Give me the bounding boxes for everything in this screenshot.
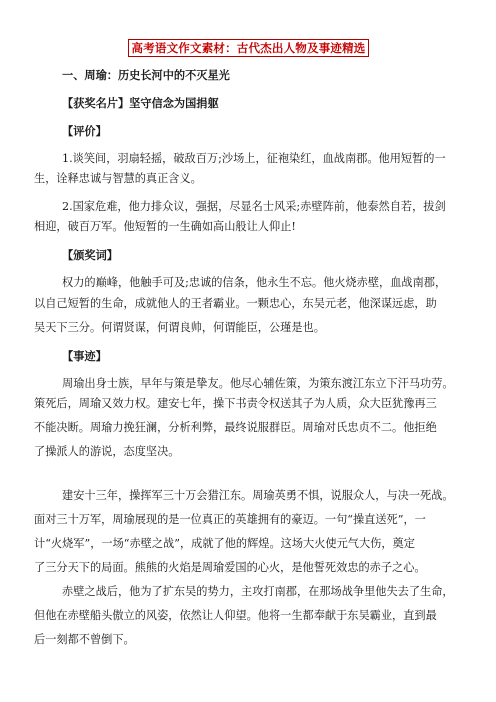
evaluation-p1-line2: 生，诠释忠诚与智慧的真正含义。 (34, 172, 202, 185)
deeds-p3-line2: 但他在赤壁船头傲立的风姿，依然让人仰望。他将一生都奉献于东吴霸业，直到最 (34, 609, 437, 622)
deeds-p1-line2: 策死后，周瑜又效力权。建安七年，操下书责令权送其子为人质，众大臣犹豫再三 (34, 397, 437, 410)
deeds-p1-line3: 不能决断。周瑜力挽狂澜，分析利弊，最终说服群臣。周瑜对氏忠贞不二。他拒绝 (34, 421, 437, 434)
deeds-p3-line1: 赤壁之战后，他为了扩东吴的势力，主攻打南郡，在那场战争里他失去了生命， (62, 585, 454, 598)
document-title-box (128, 39, 369, 57)
evaluation-p2-line1: 2.国家危难，他力排众议，强据，尽显名士风采;赤壁阵前，他泰然自若，拔剑 (62, 200, 446, 213)
tribute-line1: 权力的巅峰，他触手可及;忠诚的信条，他永生不忘。他火烧赤壁，血战南郡， (62, 276, 447, 289)
evaluation-heading: 【评价】 (62, 124, 107, 138)
evaluation-p1-line1: 1.谈笑间，羽扇轻摇，破敌百万;沙场上，征袍染红，血战南郡。他用短暂的一 (62, 152, 446, 165)
tribute-heading: 【颁奖词】 (62, 248, 118, 262)
section-heading: 一、周瑜：历史长河中的不灭星光 (62, 68, 230, 82)
deeds-p1-line4: 了操派人的游说，态度坚决。 (34, 445, 180, 458)
deeds-p3-line3: 后一刻都不曾倒下。 (34, 633, 135, 646)
evaluation-p2-line2: 相迎，破百万军。他短暂的一生确如高山般让人仰止! (34, 220, 296, 233)
tribute-line2: 以自己短暂的生命，成就他人的王者霸业。一颗忠心，东吴元老，他深谋远虑，助 (34, 297, 437, 310)
deeds-p2-line4: 了三分天下的局面。熊熊的火焰是周瑜爱国的心火，是他誓死效忠的赤子之心。 (34, 561, 426, 574)
award-line: 【获奖名片】坚守信念为国捐躯 (62, 96, 219, 110)
tribute-line3: 吴天下三分。何谓贤谋，何谓良帅，何谓能臣，公瑾是也。 (34, 321, 325, 334)
deeds-p1-line1: 周瑜出身士族，早年与策是挚友。他尽心辅佐策，为策东渡江东立下汗马功劳。 (62, 377, 454, 390)
deeds-p2-line3: 计“火烧军”，一场“赤壁之战”，成就了他的辉煌。这场大火使元气大伤，奠定 (34, 537, 415, 550)
deeds-p2-line1: 建安十三年，操挥军三十万会猎江东。周瑜英勇不惧，说服众人，与决一死战。 (62, 489, 454, 502)
deeds-heading: 【事迹】 (62, 349, 107, 363)
deeds-p2-line2: 面对三十万军，周瑜展现的是一位真正的英雄拥有的豪迈。一句“操直送死”，一 (34, 513, 426, 526)
document-title: 高考语文作文素材：古代杰出人物及事迹精选 (131, 41, 366, 55)
